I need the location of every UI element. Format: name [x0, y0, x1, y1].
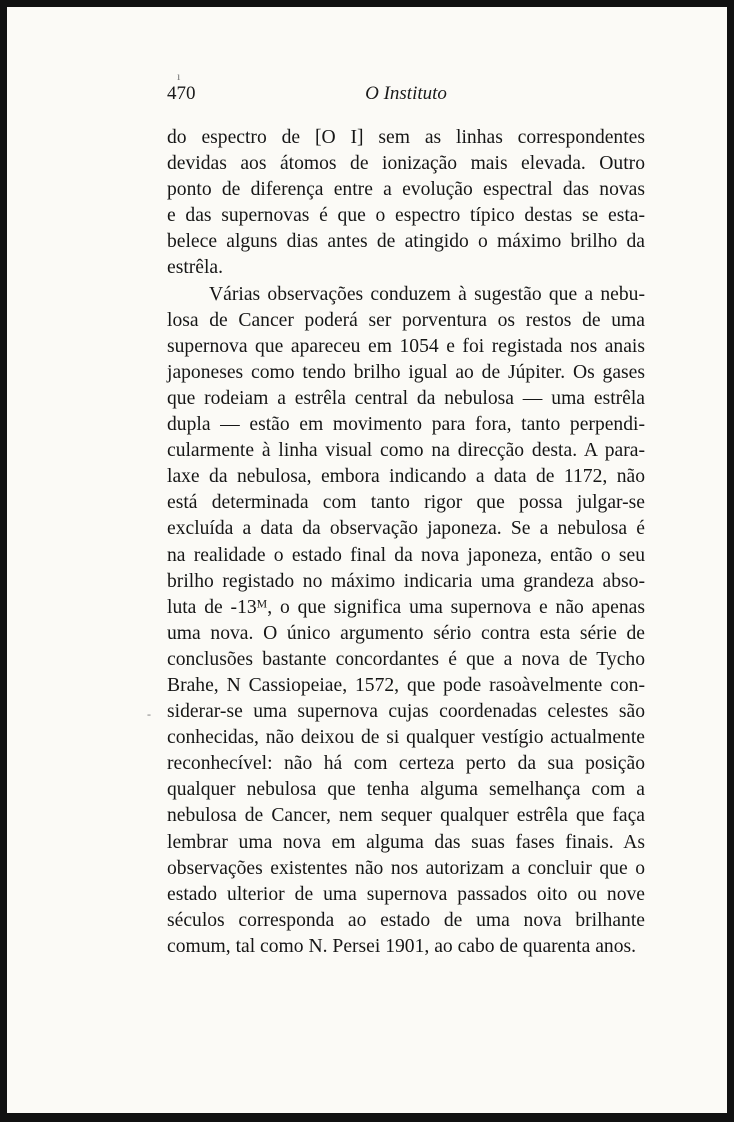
text-line: nebulosa de Cancer, nem sequer qualquer estrêla que faça	[167, 805, 645, 827]
text-line: supernova que apareceu em 1054 e foi registada nos anais	[167, 335, 645, 357]
text-line: estado ulterior de uma supernova passados oito ou nove	[167, 883, 645, 905]
running-title: O Instituto	[365, 83, 447, 104]
text-line: lembrar uma nova em alguma das suas fases finais. As	[167, 831, 645, 853]
margin-speck: -	[147, 707, 151, 721]
body-text	[167, 125, 645, 960]
text-line: e das supernovas é que o espectro típico destas se esta-	[167, 205, 645, 227]
page-number: 470	[167, 83, 196, 104]
text-line: estrêla.	[167, 257, 224, 279]
paragraph	[167, 125, 645, 282]
text-line: losa de Cancer poderá ser porventura os restos de uma	[167, 309, 645, 331]
text-line: excluída a data da observação japoneza. Se a nebulosa é	[167, 518, 645, 540]
text-line: siderar-se uma supernova cujas coordenadas celestes são	[167, 701, 645, 723]
text-line: laxe da nebulosa, embora indicando a data de 1172, não	[167, 466, 645, 488]
text-line: reconhecível: não há com certeza perto da sua posição	[167, 753, 645, 775]
text-line: séculos corresponda ao estado de uma nova brilhante	[167, 909, 645, 931]
text-line: conhecidas, não deixou de si qualquer vestígio actualmente	[167, 727, 645, 749]
book-page	[7, 7, 727, 1113]
text-line: na realidade o estado final da nova japoneza, então o seu	[167, 544, 645, 566]
text-line: uma nova. O único argumento sério contra esta série de	[167, 622, 645, 644]
text-line: belece alguns dias antes de atingido o máximo brilho da	[167, 231, 645, 253]
text-line: Várias observações conduzem à sugestão que a nebu-	[209, 283, 645, 305]
page-header	[167, 83, 645, 113]
text-line: qualquer nebulosa que tenha alguma semelhança com a	[167, 779, 645, 801]
text-line: dupla — estão em movimento para fora, tanto perpendi-	[167, 414, 645, 436]
text-line: que rodeiam a estrêla central da nebulosa — uma estrêla	[167, 387, 645, 409]
text-line: conclusões bastante concordantes é que a nova de Tycho	[167, 648, 645, 670]
text-line: japoneses como tendo brilho igual ao de Júpiter. Os gases	[167, 361, 645, 383]
text-line: brilho registado no máximo indicaria uma grandeza abso-	[167, 570, 645, 592]
text-line: Brahe, N Cassiopeiae, 1572, que pode rasoàvelmente con-	[167, 674, 645, 696]
paragraph	[167, 282, 645, 960]
text-line: luta de -13ᴹ, o que significa uma supernova e não apenas	[167, 596, 645, 618]
text-line: ponto de diferença entre a evolução espectral das novas	[167, 179, 645, 201]
text-line: devidas aos átomos de ionização mais elevada. Outro	[167, 153, 645, 175]
text-line: observações existentes não nos autorizam a concluir que o	[167, 857, 645, 879]
text-line: do espectro de [O I] sem as linhas correspondentes	[167, 127, 645, 148]
text-line: cularmente à linha visual como na direcção desta. A para-	[167, 440, 645, 462]
text-line: está determinada com tanto rigor que possa julgar-se	[167, 492, 645, 514]
text-line: comum, tal como N. Persei 1901, ao cabo de quarenta anos.	[167, 935, 637, 957]
margin-speck: ı	[177, 69, 181, 83]
